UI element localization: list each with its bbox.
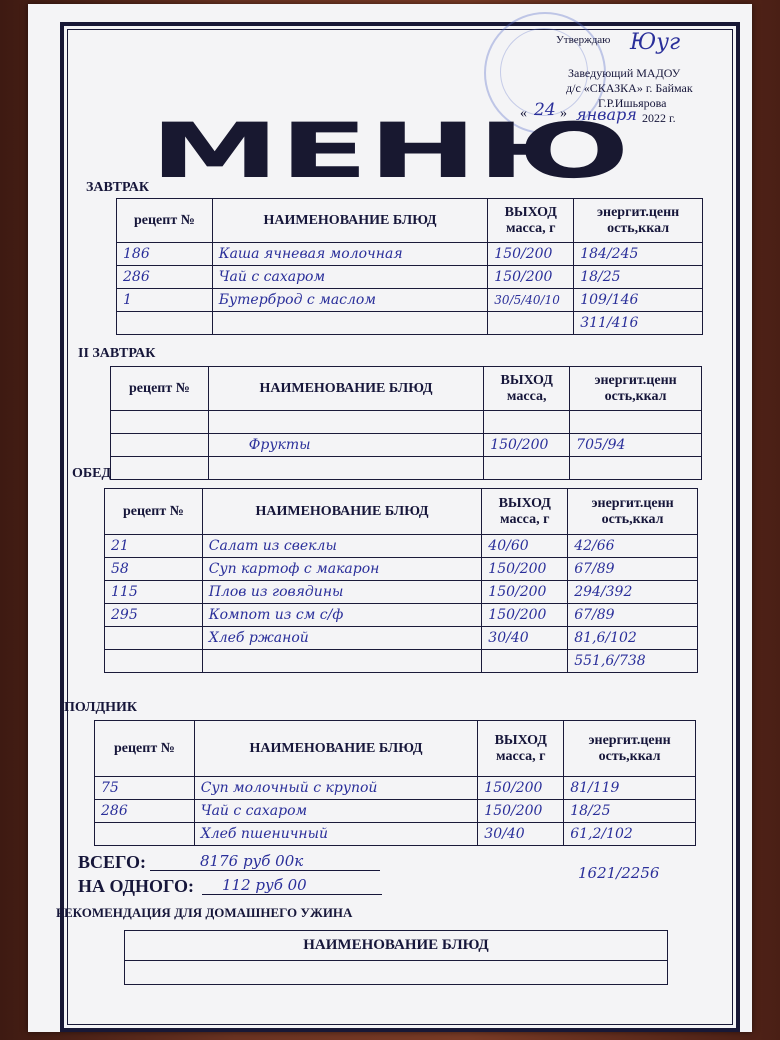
portion-output <box>488 312 574 335</box>
menu-title: МЕНЮ <box>150 117 630 187</box>
table-row <box>105 650 698 673</box>
total-label: ВСЕГО: <box>78 852 147 872</box>
dish-name: Плов из говядины <box>202 581 482 604</box>
energy-subtotal: 551,6/738 <box>568 650 698 673</box>
recipe-number: 295 <box>105 604 203 627</box>
breakfast2-table <box>110 366 702 480</box>
lunch-title: ОБЕД <box>72 466 112 481</box>
table-row <box>105 535 698 558</box>
recipe-number: 115 <box>105 581 203 604</box>
total-value: 8176 руб 00к <box>200 852 304 870</box>
snack-title: ПОЛДНИК <box>64 700 138 715</box>
portion-output: 150/200 <box>482 558 568 581</box>
header-recipe: рецепт № <box>117 199 213 243</box>
dish-name <box>212 312 488 335</box>
table-row <box>105 627 698 650</box>
dish-name <box>208 411 483 434</box>
header-output: ВЫХОД масса, г <box>488 199 574 243</box>
energy-value <box>570 457 702 480</box>
approval-name: Г.Р.Ишьярова <box>598 96 667 110</box>
portion-output <box>484 457 570 480</box>
portion-output <box>484 411 570 434</box>
header-recipe: рецепт № <box>105 489 203 535</box>
recipe-number <box>111 434 209 457</box>
table-row <box>95 800 696 823</box>
energy-value: 42/66 <box>568 535 698 558</box>
breakfast-title: ЗАВТРАК <box>86 180 150 195</box>
recipe-number <box>111 457 209 480</box>
energy-value: 81,6/102 <box>568 627 698 650</box>
portion-output: 150/200 <box>478 777 564 800</box>
per-one-label: НА ОДНОГО: <box>78 876 194 896</box>
recipe-number: 58 <box>105 558 203 581</box>
recipe-number: 186 <box>117 243 213 266</box>
dish-name: Компот из см с/ф <box>202 604 482 627</box>
recipe-number <box>117 312 213 335</box>
table-row <box>117 243 703 266</box>
energy-value: 61,2/102 <box>564 823 696 846</box>
recipe-number: 21 <box>105 535 203 558</box>
approval-date-year: 2022 г. <box>642 111 676 125</box>
energy-subtotal: 311/416 <box>574 312 703 335</box>
recipe-number <box>111 411 209 434</box>
menu-title-graphic <box>145 117 635 187</box>
dinner-title: РЕКОМЕНДАЦИЯ ДЛЯ ДОМАШНЕГО УЖИНА <box>56 905 353 920</box>
header-energy: энергит.ценн ость,ккал <box>574 199 703 243</box>
table-row <box>117 289 703 312</box>
dish-name: Бутерброд с маслом <box>212 289 488 312</box>
recipe-number: 75 <box>95 777 195 800</box>
table-row <box>95 777 696 800</box>
breakfast-table <box>116 198 703 335</box>
approval-signature: Юуг <box>630 30 681 55</box>
table-row <box>111 434 702 457</box>
dinner-header: НАИМЕНОВАНИЕ БЛЮД <box>125 931 668 961</box>
header-output: ВЫХОД масса, г <box>482 489 568 535</box>
dish-name: Хлеб ржаной <box>202 627 482 650</box>
dish-name: Суп картоф с макарон <box>202 558 482 581</box>
dish-name: Суп молочный с крупой <box>194 777 478 800</box>
table-row <box>117 266 703 289</box>
recipe-number <box>105 650 203 673</box>
header-recipe: рецепт № <box>95 721 195 777</box>
portion-output: 150/200 <box>488 266 574 289</box>
dinner-row <box>125 961 668 985</box>
approval-date-close: » <box>560 106 567 121</box>
approval-date-open: « <box>520 106 527 121</box>
snack-table <box>94 720 696 846</box>
portion-output: 150/200 <box>482 604 568 627</box>
energy-value: 184/245 <box>574 243 703 266</box>
portion-output: 150/200 <box>484 434 570 457</box>
total-underline <box>150 870 380 871</box>
energy-value <box>570 411 702 434</box>
energy-value: 294/392 <box>568 581 698 604</box>
approval-date-month: января <box>576 105 637 124</box>
table-row <box>105 558 698 581</box>
dish-name: Хлеб пшеничный <box>194 823 478 846</box>
portion-output: 30/5/40/10 <box>488 289 574 312</box>
dinner-table <box>124 930 668 985</box>
header-energy: энергит.ценн ость,ккал <box>564 721 696 777</box>
energy-value: 18/25 <box>574 266 703 289</box>
portion-output: 40/60 <box>482 535 568 558</box>
header-recipe: рецепт № <box>111 367 209 411</box>
header-dish: НАИМЕНОВАНИЕ БЛЮД <box>202 489 482 535</box>
header-output: ВЫХОД масса, г <box>478 721 564 777</box>
energy-value: 67/89 <box>568 604 698 627</box>
energy-total: 1621/2256 <box>578 864 660 882</box>
recipe-number <box>95 823 195 846</box>
dish-name: Чай с сахаром <box>212 266 488 289</box>
dish-name: Каша ячневая молочная <box>212 243 488 266</box>
approval-head: Заведующий МАДОУ <box>568 66 681 80</box>
portion-output: 30/40 <box>482 627 568 650</box>
breakfast2-title: II ЗАВТРАК <box>78 346 156 361</box>
dish-name: Чай с сахаром <box>194 800 478 823</box>
header-dish: НАИМЕНОВАНИЕ БЛЮД <box>208 367 483 411</box>
portion-output: 150/200 <box>488 243 574 266</box>
portion-output: 150/200 <box>478 800 564 823</box>
approval-date-day: 24 <box>534 100 556 120</box>
header-dish: НАИМЕНОВАНИЕ БЛЮД <box>194 721 478 777</box>
dish-name: Фрукты <box>208 434 483 457</box>
per-one-underline <box>202 894 382 895</box>
dish-name: Салат из свеклы <box>202 535 482 558</box>
portion-output: 30/40 <box>478 823 564 846</box>
energy-value: 705/94 <box>570 434 702 457</box>
header-energy: энергит.ценн ость,ккал <box>568 489 698 535</box>
table-row <box>95 823 696 846</box>
recipe-number <box>105 627 203 650</box>
table-row <box>111 457 702 480</box>
energy-value: 81/119 <box>564 777 696 800</box>
per-one-value: 112 руб 00 <box>222 876 307 894</box>
table-row <box>105 604 698 627</box>
approval-org: д/с «СКАЗКА» г. Баймак <box>566 81 693 95</box>
table-row <box>111 411 702 434</box>
recipe-number: 1 <box>117 289 213 312</box>
header-energy: энергит.ценн ость,ккал <box>570 367 702 411</box>
energy-value: 67/89 <box>568 558 698 581</box>
table-row <box>117 312 703 335</box>
dish-name <box>202 650 482 673</box>
lunch-table <box>104 488 698 673</box>
energy-value: 18/25 <box>564 800 696 823</box>
header-dish: НАИМЕНОВАНИЕ БЛЮД <box>212 199 488 243</box>
header-output: ВЫХОД масса, <box>484 367 570 411</box>
recipe-number: 286 <box>95 800 195 823</box>
table-row <box>105 581 698 604</box>
portion-output <box>482 650 568 673</box>
portion-output: 150/200 <box>482 581 568 604</box>
dish-name <box>208 457 483 480</box>
recipe-number: 286 <box>117 266 213 289</box>
energy-value: 109/146 <box>574 289 703 312</box>
approval-approve: Утверждаю <box>556 34 611 46</box>
